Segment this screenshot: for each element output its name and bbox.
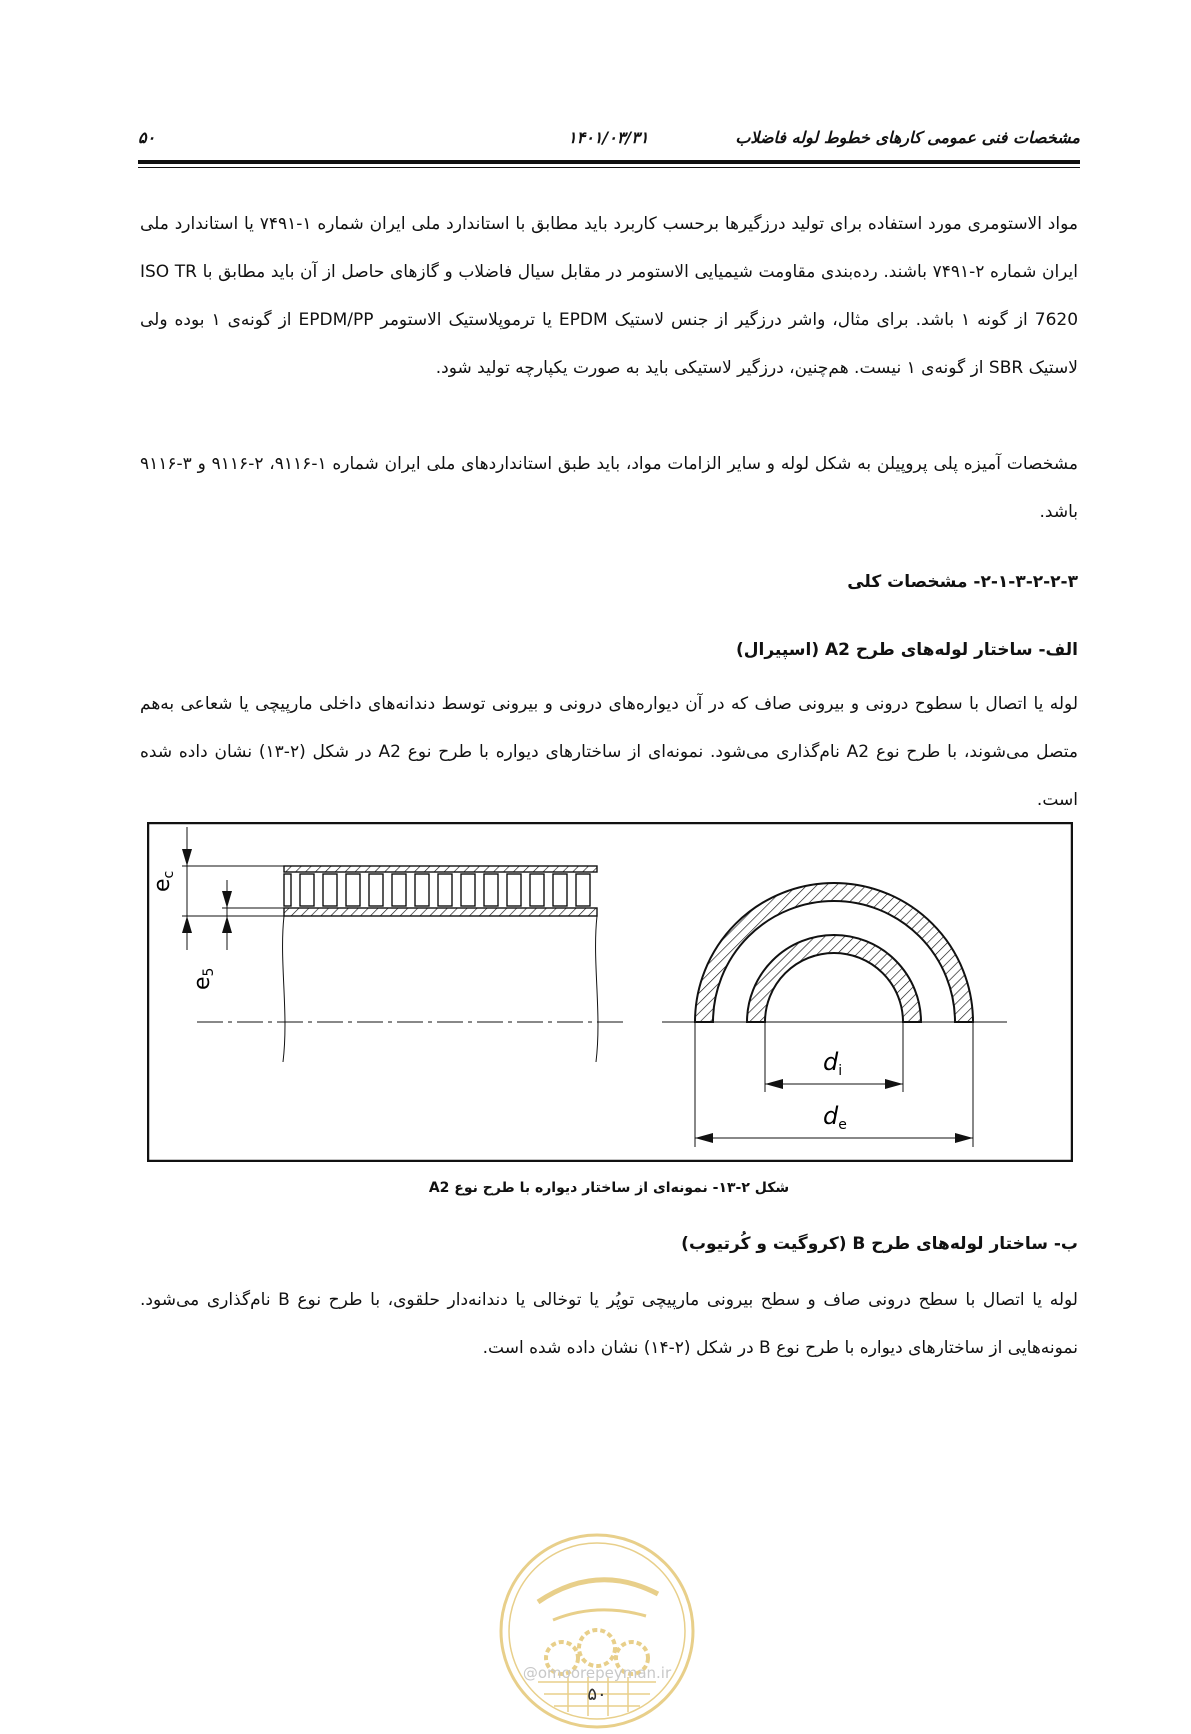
seal-logo (498, 1532, 696, 1730)
wall-profile (150, 827, 627, 1062)
paragraph-a2 (140, 680, 1078, 824)
header-rule-thin (138, 167, 1080, 168)
paragraph-text: لوله یا اتصال با سطوح درونی و بیرونی صاف که در آن دیواره‌های درونی و بیرونی توسط دندانه‌های داخلی مارپیچی یا شعاعی به‌هم متصل می‌شوند، با طرح نوع A2 نام‌گذاری می‌شود. نمونه‌ای از ساختارهای دیواره با طرح نوع A2 در شکل (۲-۱۳) نشان داده شده است. (140, 694, 1079, 810)
paragraph-text: مواد الاستومری مورد استفاده برای تولید درزگیرها برحسب کاربرد باید مطابق با استاندارد ملی ایران شماره ۱-۷۴۹۱ یا استاندارد ملی ایران شماره ۲-۷۴۹۱ باشند. رده‌بندی مقاومت شیمیایی الاستومر در مقابل سیال فاضلاب و گازهای حاصل از آن باید مطابق با ISO TR 7620 از گونه ۱ باشد. برای مثال، واشر درزگیر از جنس لاستیک EPDM یا ترموپلاستیک الاستومر EPDM/PP از گونه‌ی ۱ بوده ولی لاستیک SBR از گونه‌ی ۱ نیست. هم‌چنین، درزگیر لاستیکی باید به صورت یکپارچه تولید شود. (140, 214, 1079, 378)
header-title: مشخصات فنی عمومی کارهای خطوط لوله فاضلاب (735, 128, 1080, 147)
watermark-url: @omoorepeyman.ir (522, 1664, 672, 1682)
pipe-cross-section (662, 883, 1007, 1147)
label-de: $d_e$ (823, 1102, 847, 1133)
section-heading-a2: الف- ساختار لوله‌های طرح A2 (اسپیرال) (735, 640, 1078, 660)
figure-a2-wall (147, 822, 1073, 1162)
section-heading-b: ب- ساختار لوله‌های طرح B (کروگیت و کُرتیوب) (681, 1234, 1078, 1254)
watermark-seal (498, 1532, 696, 1730)
label-e5: e5 (190, 967, 217, 990)
header-date: ۱۴۰۱/۰۳/۳۱ (568, 128, 649, 147)
label-di: $d_i$ (823, 1048, 843, 1079)
figure-drawing (147, 822, 1073, 1162)
paragraph-b (140, 1276, 1078, 1372)
figure-caption: شکل ۲-۱۳- نمونه‌ای از ساختار دیواره با طرح نوع A2 (428, 1180, 790, 1196)
paragraph-text: لوله یا اتصال با سطح درونی صاف و سطح بیرونی مارپیچی توپُر یا توخالی یا دندانه‌دار حلقوی، با طرح نوع B نام‌گذاری می‌شود. نمونه‌هایی از ساختارهای دیواره با طرح نوع B در شکل (۲-۱۴) نشان داده شده است. (140, 1290, 1078, 1358)
label-ec: ec (150, 870, 177, 892)
paragraph-text: مشخصات آمیزه پلی پروپیلن به شکل لوله و سایر الزامات مواد، باید طبق استانداردهای ملی ایران شماره ۱-۹۱۱۶، ۲-۹۱۱۶ و ۳-۹۱۱۶ باشد. (140, 454, 1079, 522)
seal-page-number: ۵۰ (587, 1684, 607, 1705)
header-page-number: ۵۰ (138, 128, 156, 147)
section-heading-general: ۲-۱-۳-۲-۲-۳- مشخصات کلی (847, 572, 1078, 592)
header-rule (138, 160, 1080, 164)
paragraph-polypropylene (140, 440, 1078, 536)
page-header (138, 128, 1080, 158)
paragraph-elastomer (140, 200, 1078, 392)
